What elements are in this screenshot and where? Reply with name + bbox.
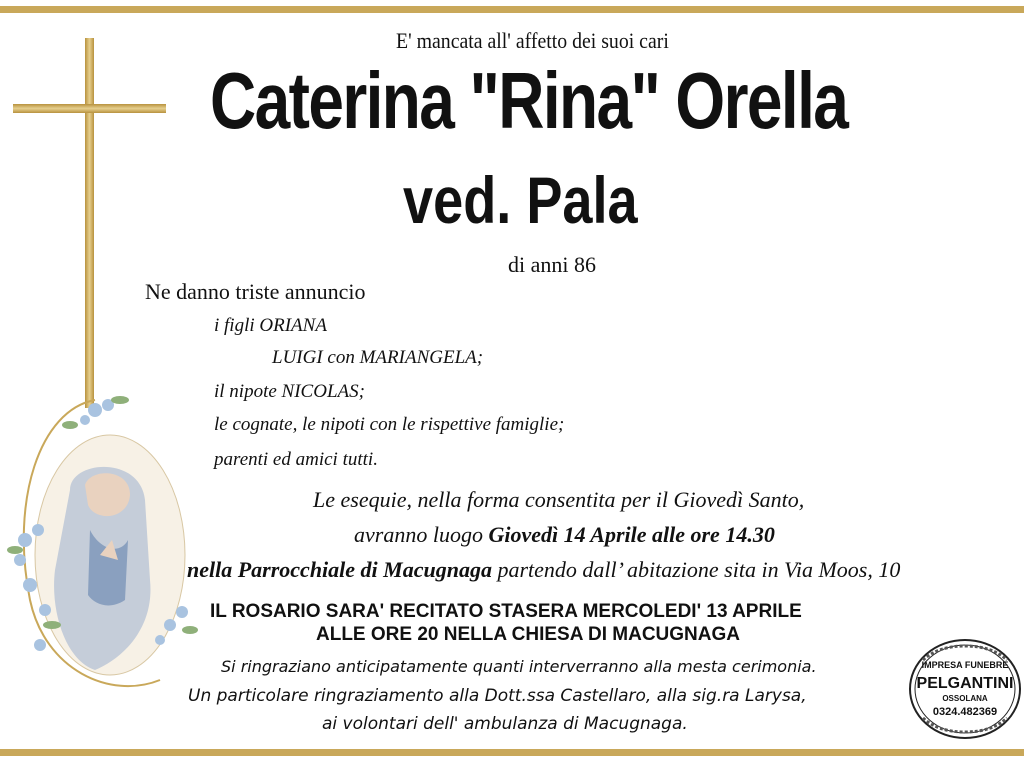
seal-top-text: IMPRESA FUNEBRE <box>921 660 1009 670</box>
deceased-widow-name: ved. Pala <box>403 163 638 237</box>
seal-name-text: PELGANTINI <box>916 675 1014 692</box>
announcement-text: Ne danno triste annuncio <box>145 279 366 304</box>
bottom-gold-border <box>0 749 1024 756</box>
funeral-line-2-text: avranno luogo <box>354 522 489 547</box>
cross-icon <box>85 38 94 408</box>
funeral-home-seal-logo <box>908 638 1022 740</box>
funeral-line-3-text: partendo dall’ abitazione sita in Via Moos, 10 <box>491 557 901 582</box>
top-gold-border <box>0 6 1024 13</box>
funeral-place: nella Parrocchiale di Macugnaga <box>187 557 492 582</box>
family-line: parenti ed amici tutti. <box>214 449 378 470</box>
family-line: i figli ORIANA <box>214 315 327 336</box>
rosary-line-2: ALLE ORE 20 NELLA CHIESA DI MACUGNAGA <box>316 624 741 645</box>
thanks-line-2: Un particolare ringraziamento alla Dott.ssa Castellaro, alla sig.ra Larysa, <box>188 686 807 706</box>
funeral-date: Giovedì 14 Aprile alle ore 14.30 <box>488 522 775 547</box>
thanks-line-3: ai volontari dell' ambulanza di Macugnaga. <box>322 714 688 734</box>
family-line: le cognate, le nipoti con le rispettive famiglie; <box>214 414 565 435</box>
funeral-line-3 <box>187 557 900 583</box>
deceased-name: Caterina "Rina" Orella <box>210 56 848 145</box>
cross-crossbar <box>13 104 166 113</box>
family-line: il nipote NICOLAS; <box>214 381 365 402</box>
seal-phone-text: 0324.482369 <box>932 706 998 718</box>
rosary-line-1: IL ROSARIO SARA' RECITATO STASERA MERCOLEDI' 13 APRILE <box>210 601 802 622</box>
intro-text: E' mancata all' affetto dei suoi cari <box>396 28 669 53</box>
madonna-illustration <box>0 380 230 720</box>
age-text: di anni 86 <box>508 252 596 277</box>
seal-place-text: OSSOLANA <box>942 694 988 703</box>
family-line: LUIGI con MARIANGELA; <box>272 347 484 368</box>
funeral-line-1: Le esequie, nella forma consentita per il Giovedì Santo, <box>313 487 805 512</box>
thanks-line-1: Si ringraziano anticipatamente quanti interverranno alla mesta cerimonia. <box>221 657 817 676</box>
funeral-line-2 <box>354 522 775 548</box>
